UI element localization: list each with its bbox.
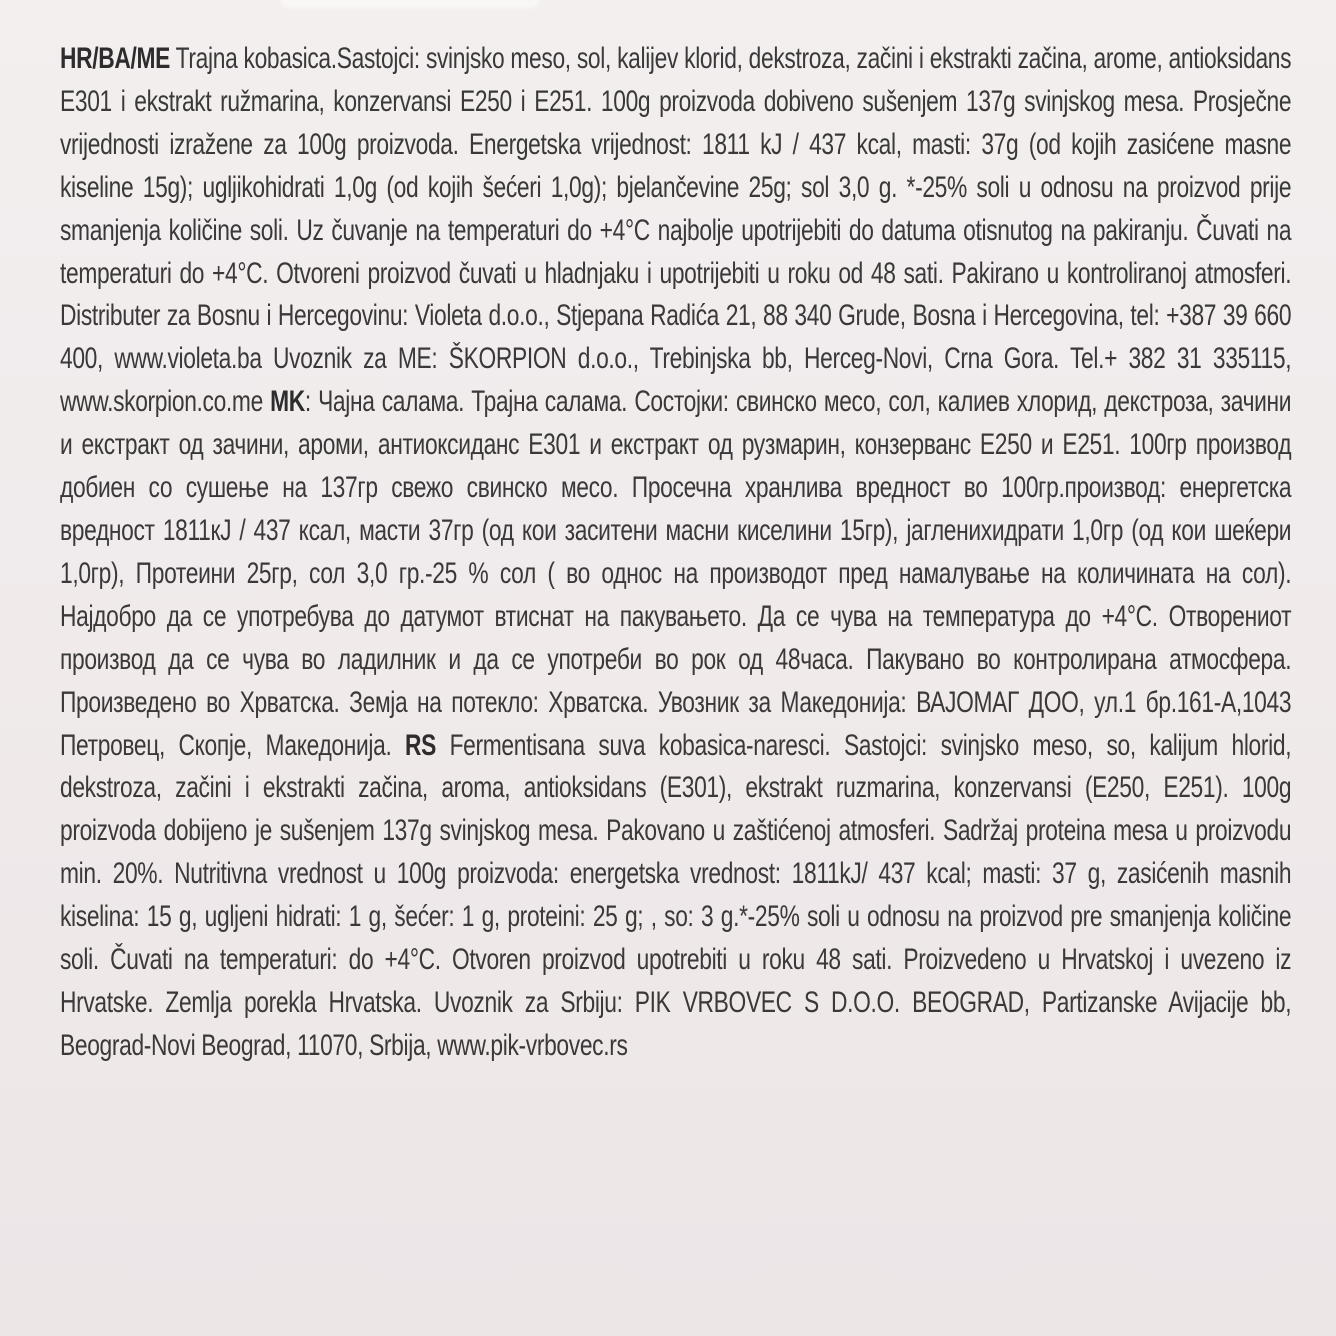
declaration-mk: : Чајна салама. Трајна салама. Состојки: свинско месо, сол, калиев хлорид, декстроза, зачини и екстракт од зачини, ароми, антиоксиданс Е301 и екстракт од рузмарин, конзерванс Е250 и Е251. 100гр производ добиен со сушење на 137гр свежо свинско месо. Просечна хранлива вредност во 100гр.производ: енергетска вредност 1811кЈ / 437 ксал, масти 37гр (од кои заситени масни киселини 15гр), јагленихидрати 1,0гр (од кои шеќери 1,0гр), Протеини 25гр, сол 3,0 гр.-25 % сол ( во однос на производот пред намалување на количината на сол). Најдобро да се употребува до датумот втиснат на пакувањето. Да се чува на температура до +4°С. Отворениот производ да се чува во ладилник и да се употреби во рок од 48часа. Пакувано во контролирана атмосфера. Произведено во Хрватска. Земја на потекло: Хрватска. Увозник за Македонија: ВАЈОМАГ ДОО, ул.1 бр.161-А,1043 Петровец, Скопје, Македонија. (60, 385, 1292, 762)
cropped-heading-remnant (280, 0, 540, 8)
lang-code-hr-ba-me: HR/BA/ME (60, 42, 170, 75)
lang-code-mk: MK (270, 385, 305, 419)
declaration-rs: Fermentisana suva kobasica-naresci. Sastojci: svinjsko meso, so, kalijum hlorid, dekstroza, začini i ekstrakti začina, aroma, antioksidans (E301), ekstrakt ruzmarina, konzervansi (E250, E251). 100g proizvoda dobijeno je sušenjem 137g svinjskog mesa. Pakovano u zaštićenoj atmosferi. Sadržaj proteina mesa u proizvodu min. 20%. Nutritivna vrednost u 100g proizvoda: energetska vrednost: 1811kJ/ 437 kcal; masti: 37 g, zasićenih masnih kiselina: 15 g, ugljeni hidrati: 1 g, šećer: 1 g, proteini: 25 g; , so: 3 g.*-25% soli u odnosu na proizvod pre smanjenja količine soli. Čuvati na temperaturi: do +4°C. Otvoren proizvod upotrebiti u roku 48 sati. Proizvedeno u Hrvatskoj i uvezeno iz Hrvatske. Zemlja porekla Hrvatska. Uvoznik za Srbiju: PIK VRBOVEC S D.O.O. BEOGRAD, Partizanske Avijacije bb, Beograd-Novi Beograd, 11070, Srbija, www.pik-vrbovec.rs (60, 728, 1292, 1062)
declaration-hr-ba-me: Trajna kobasica.Sastojci: svinjsko meso, sol, kalijev klorid, dekstroza, začini i ekstrakti začina, arome, antioksidans E301 i ekstrakt ružmarina, konzervansi E250 i E251. 100g proizvoda dobiveno sušenjem 137g svinjskog mesa. Prosječne vrijednosti izražene za 100g proizvoda. Energetska vrijednost: 1811 kJ / 437 kcal, masti: 37g (od kojih zasićene masne kiseline 15g); ugljikohidrati 1,0g (od kojih šećeri 1,0g); bjelančevine 25g; sol 3,0 g. *-25% soli u odnosu na proizvod prije smanjenja količine soli. Uz čuvanje na temperaturi do +4°C najbolje upotrijebiti do datuma otisnutog na pakiranju. Čuvati na temperaturi do +4°C. Otvoreni proizvod čuvati u hladnjaku i upotrijebiti u roku od 48 sati. Pakirano u kontroliranoj atmosferi. Distributer za Bosnu i Hercegovinu: Violeta d.o.o., Stjepana Radića 21, 88 340 Grude, Bosna i Hercegovina, tel: +387 39 660 400, www.violeta.ba Uvoznik za ME: ŠKORPION d.o.o., Trebinjska bb, Herceg-Novi, Crna Gora. Tel.+ 382 31 335115, www.skorpion.co.me (60, 42, 1292, 419)
lang-code-rs: RS (405, 728, 437, 762)
ingredients-text-block (60, 38, 1291, 1068)
